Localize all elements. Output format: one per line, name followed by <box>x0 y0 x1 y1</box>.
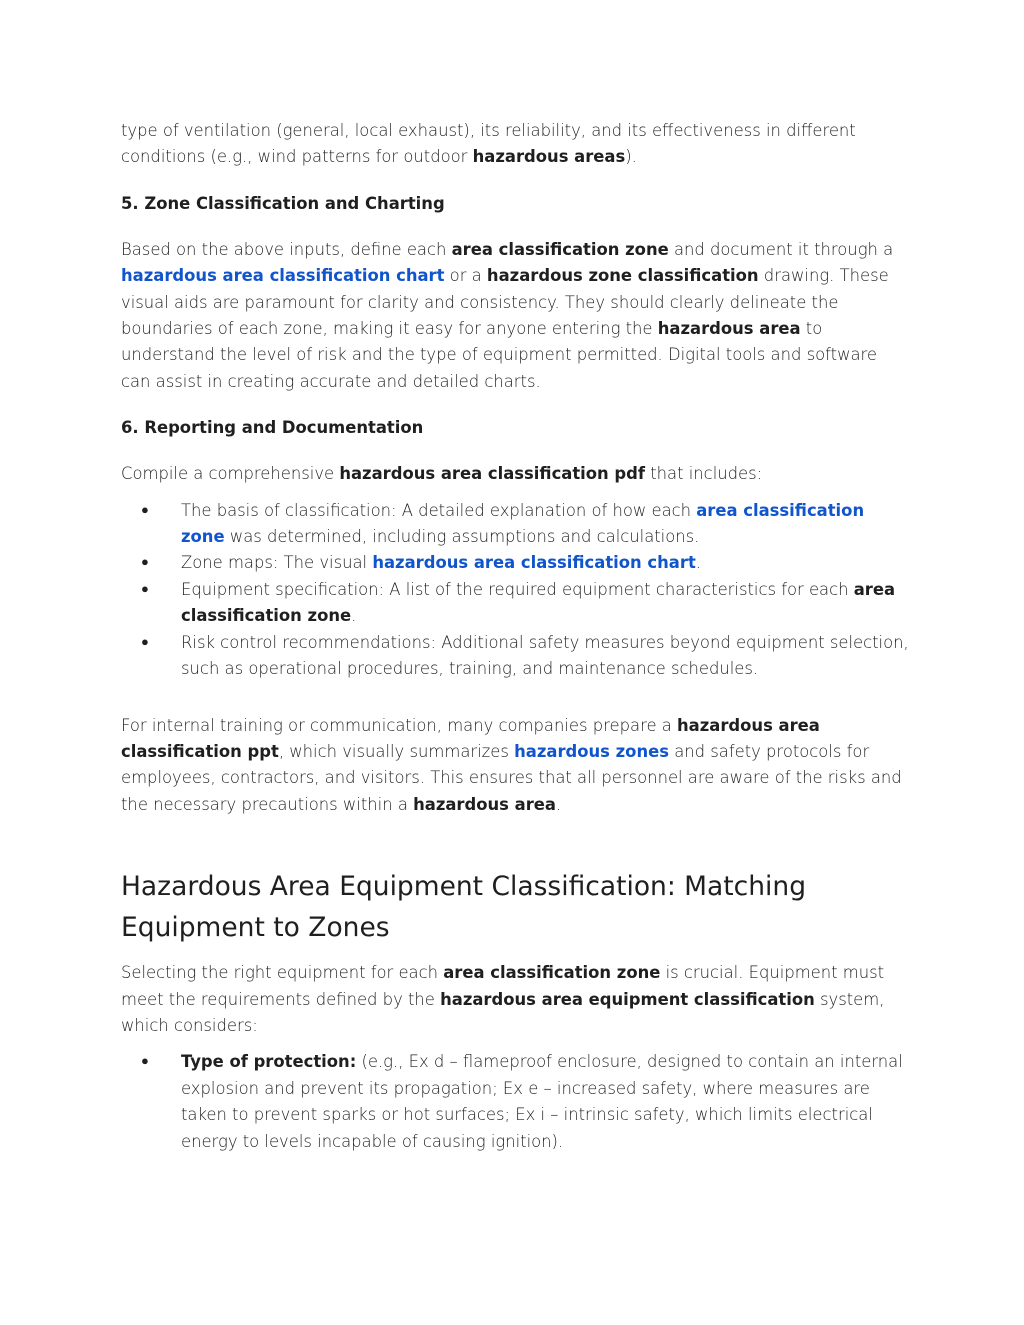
text: (e.g., Ex d – flameproof enclosure, designed to contain an internal explosion and prevent its propagation; Ex e – increased safety, where measures are taken to prevent sparks or hot surfaces; Ex i – intrinsic safety, which limits electrical energy to levels incapable of causing ignition). <box>181 1052 903 1151</box>
text: , which visually summarizes <box>278 741 515 761</box>
text: type of ventilation (general, local exhaust), its reliability, and its effectiveness in different conditions (e.g., wind patterns for outdoor <box>121 121 856 167</box>
bold-term: hazardous zone classification <box>486 266 759 286</box>
bullet-icon: ● <box>141 502 149 518</box>
text: Compile a comprehensive <box>121 464 340 484</box>
text: . <box>555 794 562 814</box>
list-item <box>121 498 911 551</box>
text: was determined, including assumptions and calculations. <box>224 527 700 547</box>
bullet-icon: ● <box>141 1054 149 1070</box>
link-area-classification-zone[interactable]: area classification zone <box>181 500 865 547</box>
list-item <box>121 1049 911 1155</box>
bold-term: area classification zone <box>443 963 661 983</box>
text: Equipment specification: A list of the required equipment characteristics for each <box>181 579 854 599</box>
text: to understand the level of risk and the type of equipment permitted. Digital tools and software can assist in creating accurate and detailed charts. <box>121 319 877 391</box>
document-body <box>121 118 911 1155</box>
text: The basis of classification: A detailed explanation of how each <box>181 500 697 520</box>
equipment-heading: Hazardous Area Equipment Classification: Matching Equipment to Zones <box>121 871 807 944</box>
bold-term: hazardous area equipment classification <box>440 989 815 1009</box>
section-heading-5: 5. Zone Classification and Charting <box>121 193 445 213</box>
text: drawing. These visual aids are paramount for clarity and consistency. They should clearly delineate the boundaries of each zone, making it easy for anyone entering the <box>121 266 889 339</box>
bold-term: area classification zone <box>451 239 669 259</box>
text: and safety protocols for employees, contractors, and visitors. This ensures that all personnel are aware of the risks and the necessary precautions within a <box>121 741 902 814</box>
list-item <box>121 577 911 630</box>
link-hazardous-area-classification-chart[interactable]: hazardous area classification chart <box>372 553 696 573</box>
text: . <box>351 606 357 626</box>
text: Based on the above inputs, define each <box>121 239 452 259</box>
bold-term: hazardous area <box>657 319 801 339</box>
text: and document it through a <box>668 239 894 259</box>
equipment-paragraph <box>121 960 911 1039</box>
bold-term: hazardous area <box>413 794 556 814</box>
intro-paragraph <box>121 118 911 171</box>
section-heading-6: 6. Reporting and Documentation <box>121 418 424 438</box>
link-hazardous-zones[interactable]: hazardous zones <box>514 741 669 761</box>
section-6-closing-paragraph <box>121 713 911 819</box>
text: . <box>695 553 701 573</box>
text: is crucial. Equipment must meet the requirements defined by the <box>121 963 885 1009</box>
link-hazardous-area-classification-chart[interactable]: hazardous area classification chart <box>121 266 445 286</box>
section-6-list <box>121 498 911 683</box>
text: or a <box>444 266 487 286</box>
text: Risk control recommendations: Additional safety measures beyond equipment selection, such as operational procedures, training, and maintenance schedules. <box>181 632 909 679</box>
bold-term: hazardous area classification pdf <box>339 464 646 484</box>
bold-term: area classification zone <box>181 579 896 626</box>
text: system, which considers: <box>121 989 885 1035</box>
section-6-intro <box>121 461 911 487</box>
bold-term: Type of protection: <box>181 1052 357 1072</box>
bold-term: hazardous area classification ppt <box>121 715 820 761</box>
text: Selecting the right equipment for each <box>121 963 444 983</box>
section-5-paragraph <box>121 237 911 395</box>
bullet-icon: ● <box>141 555 149 571</box>
text: Zone maps: The visual <box>181 553 373 573</box>
text: For internal training or communication, many companies prepare a <box>121 715 677 735</box>
bold-term: hazardous areas <box>472 147 626 167</box>
bullet-icon: ● <box>141 634 149 650</box>
list-item <box>121 550 911 576</box>
text: ). <box>625 147 637 167</box>
bullet-icon: ● <box>141 581 149 597</box>
equipment-list <box>121 1049 911 1155</box>
text: that includes: <box>645 464 763 484</box>
list-item <box>121 630 911 683</box>
